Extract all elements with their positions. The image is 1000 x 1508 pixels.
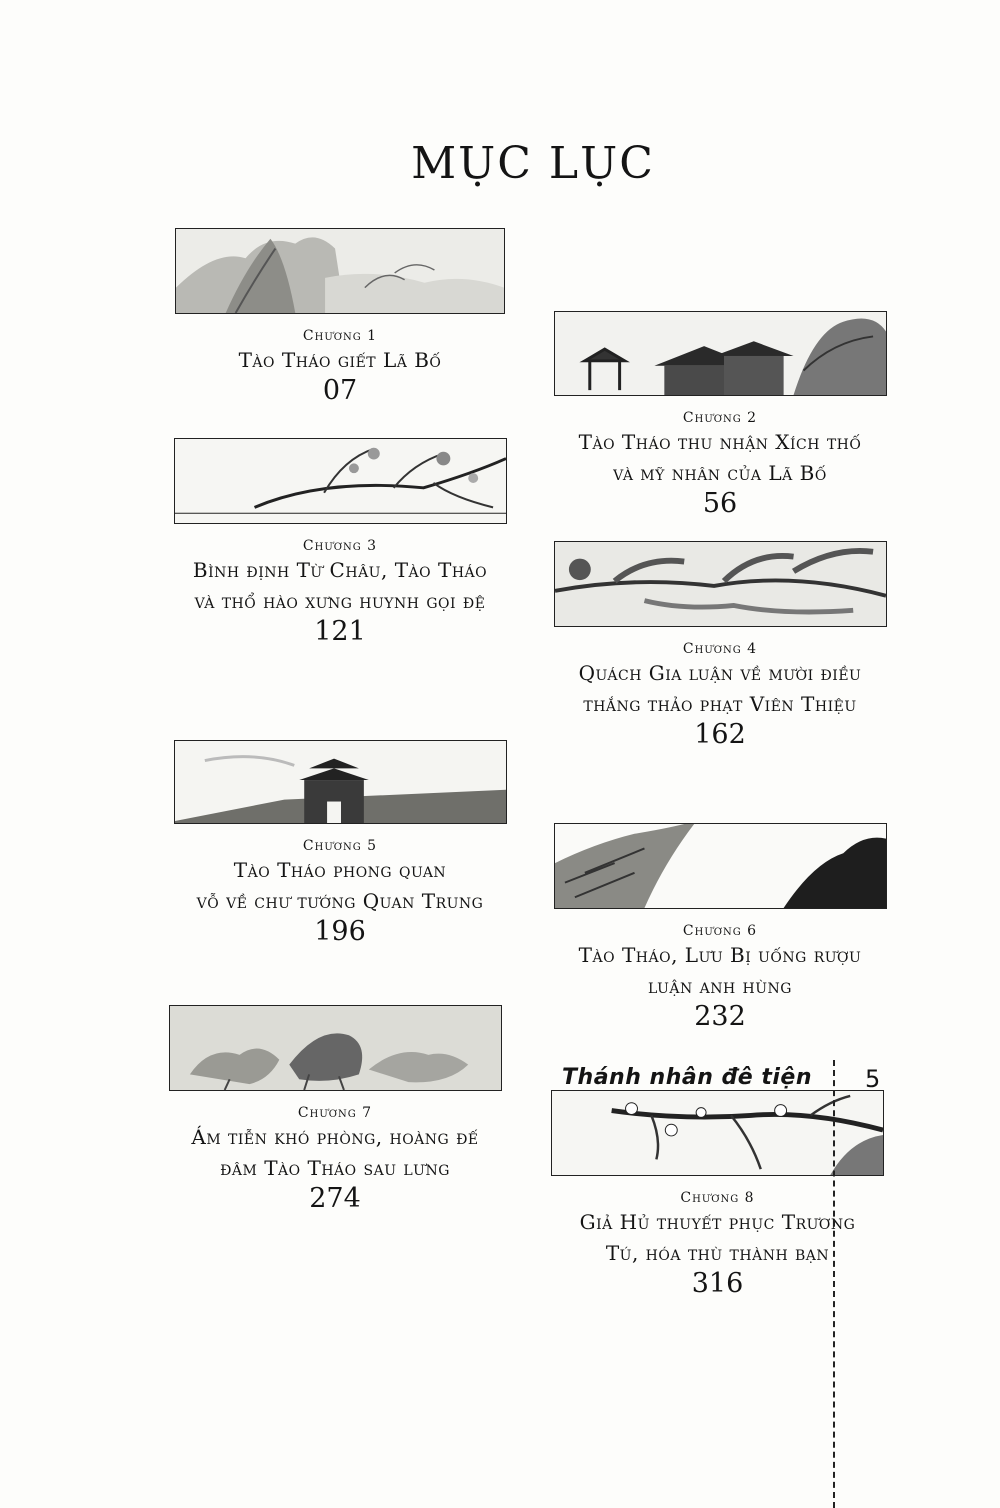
footer-book-title: Thánh nhân đê tiện [562, 1065, 812, 1090]
chapter-title: Tào Tháo, Lưu Bị uống rượu [578, 943, 862, 967]
page-number: 5 [865, 1065, 881, 1093]
city-gate-wall-icon [174, 740, 507, 824]
mountain-landscape-icon [175, 228, 505, 314]
chapter-label: Chương 7 [297, 1105, 373, 1121]
chapter-title: Quách Gia luận về mười điều [578, 661, 862, 685]
chapter-title: và thổ hào xưng huynh gọi đệ [194, 589, 486, 613]
chapter-label: Chương 2 [682, 410, 758, 426]
chapter-label: Chương 1 [302, 328, 378, 344]
chapter-label: Chương 3 [302, 538, 378, 554]
chapter-title: luận anh hùng [648, 974, 792, 998]
riverside-village-icon [554, 823, 887, 909]
pagoda-pavilion-icon [554, 311, 887, 396]
pine-tree-sun-icon [554, 541, 887, 627]
chapter-entry-1[interactable] [160, 228, 520, 407]
chapter-entry-8[interactable] [535, 1090, 900, 1300]
chapter-page-number: 232 [694, 1001, 746, 1032]
chapter-page-number: 316 [691, 1268, 744, 1299]
chapter-label: Chương 4 [682, 641, 758, 657]
chapter-page-number: 07 [322, 375, 358, 406]
chapter-page-number: 56 [702, 488, 738, 519]
chapter-title: Ám tiễn khó phòng, hoàng đế [191, 1125, 479, 1149]
chapter-title: Bình định Từ Châu, Tào Tháo [192, 558, 488, 582]
chapter-page-number: 121 [314, 616, 366, 647]
chapter-entry-3[interactable] [160, 438, 520, 648]
chapter-entry-7[interactable] [155, 1005, 515, 1215]
chapter-title: thắng thảo phạt Viên Thiệu [583, 692, 857, 716]
page-title: MỤC LỤC [411, 138, 655, 189]
chapter-title: đâm Tào Tháo sau lưng [220, 1156, 450, 1180]
chapter-label: Chương 8 [680, 1190, 755, 1206]
chapter-title: Giả Hủ thuyết phục Trương [579, 1210, 856, 1234]
chapter-title: và mỹ nhân của Lã Bố [613, 461, 827, 485]
chapter-entry-4[interactable] [540, 541, 900, 751]
chapter-page-number: 162 [694, 719, 746, 750]
chapter-page-number: 196 [314, 916, 366, 947]
blossom-branches-icon [174, 438, 507, 524]
chapter-entry-2[interactable] [540, 311, 900, 520]
chapter-title: Tú, hóa thù thành bạn [605, 1241, 830, 1265]
chapter-label: Chương 5 [302, 838, 378, 854]
chapter-title: Tào Tháo giết Lã Bố [238, 348, 442, 372]
chapter-title: Tào Tháo thu nhận Xích thố [578, 430, 862, 454]
chapter-label: Chương 6 [682, 923, 758, 939]
chapter-entry-6[interactable] [535, 823, 905, 1033]
chapter-page-number: 274 [309, 1183, 361, 1214]
footer-divider [833, 1060, 835, 1508]
chapter-title: Tào Tháo phong quan [233, 858, 447, 882]
galloping-horses-icon [169, 1005, 502, 1091]
chapter-entry-5[interactable] [155, 740, 525, 948]
chapter-title: vỗ về chư tướng Quan Trung [196, 889, 484, 913]
